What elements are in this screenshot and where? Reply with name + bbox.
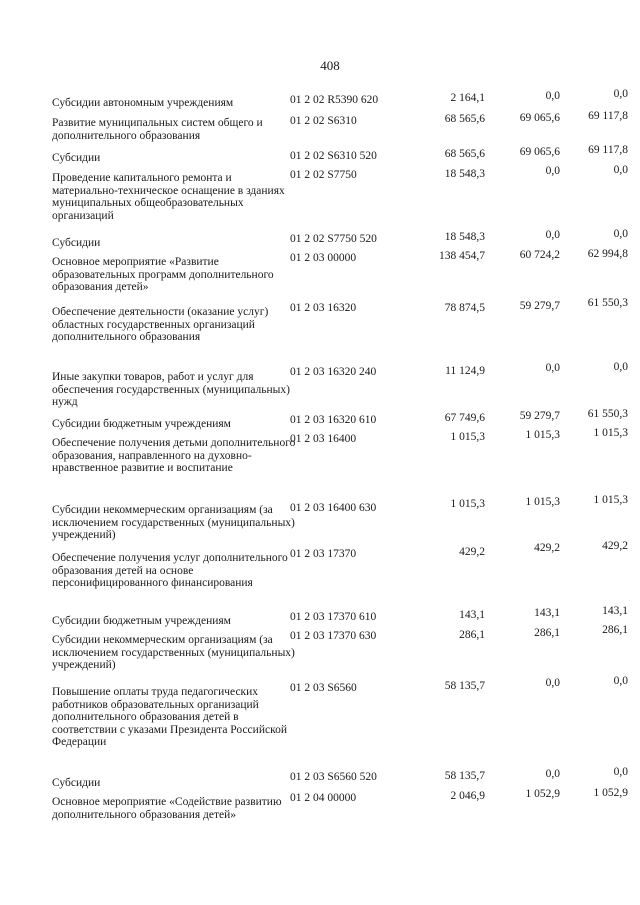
row-value-1: 1 015,3 xyxy=(450,431,485,443)
row-value-1: 67 749,6 xyxy=(444,412,485,424)
row-value-3: 69 117,8 xyxy=(588,110,628,122)
row-value-1: 78 874,5 xyxy=(444,302,485,314)
row-value-3: 1 015,3 xyxy=(593,427,628,439)
row-value-3: 69 117,8 xyxy=(588,144,628,156)
row-value-3: 143,1 xyxy=(602,605,628,617)
row-value-2: 60 724,2 xyxy=(519,249,560,261)
row-value-2: 429,2 xyxy=(534,542,560,554)
row-code: 01 2 03 17370 xyxy=(290,548,357,560)
row-value-3: 1 015,3 xyxy=(593,494,628,506)
row-value-1: 68 565,6 xyxy=(444,148,485,160)
row-code: 01 2 03 16320 xyxy=(290,302,357,314)
row-value-3: 0,0 xyxy=(613,675,628,687)
row-value-2: 0,0 xyxy=(545,165,560,177)
row-name: Субсидии автономным учреждениям xyxy=(52,97,234,109)
row-code: 01 2 02 S6310 520 xyxy=(290,150,377,162)
row-value-2: 59 279,7 xyxy=(519,410,560,422)
row-value-1: 1 015,3 xyxy=(450,498,485,510)
row-value-1: 58 135,7 xyxy=(444,680,485,692)
row-value-2: 1 015,3 xyxy=(525,429,560,441)
row-value-1: 68 565,6 xyxy=(444,113,485,125)
row-name: Повышение оплаты труда педагогических работников образовательных организаций дополнительного образования детей в соответствии с указами Президента Российской Федерации xyxy=(52,686,287,748)
row-value-1: 11 124,9 xyxy=(445,365,485,377)
row-value-3: 286,1 xyxy=(602,624,628,636)
row-name: Обеспечение получения детьми дополнительного образования, направленного на духовно-нравственное развитие и воспитание xyxy=(52,437,296,474)
row-value-2: 69 065,6 xyxy=(519,146,560,158)
row-value-2: 0,0 xyxy=(545,362,560,374)
page-number: 408 xyxy=(320,58,340,73)
row-code: 01 2 03 S6560 xyxy=(290,682,357,694)
row-value-3: 0,0 xyxy=(613,361,628,373)
row-name: Обеспечение получения услуг дополнительного образования детей на основе персонифицированного финансирования xyxy=(52,552,288,589)
row-name: Субсидии бюджетным учреждениям xyxy=(52,615,231,627)
row-code: 01 2 03 16400 xyxy=(290,433,357,445)
row-value-3: 0,0 xyxy=(613,228,628,240)
row-code: 01 2 02 R5390 620 xyxy=(290,94,379,106)
row-value-3: 0,0 xyxy=(613,766,628,778)
row-name: Основное мероприятие «Развитие образовательных программ дополнительного образования детей» xyxy=(52,256,274,293)
row-value-1: 58 135,7 xyxy=(444,770,485,782)
row-code: 01 2 03 17370 630 xyxy=(290,630,377,642)
row-value-3: 0,0 xyxy=(613,164,628,176)
row-name: Иные закупки товаров, работ и услуг для обеспечения государственных (муниципальных) нужд xyxy=(52,371,290,408)
row-name: Субсидии xyxy=(52,152,101,164)
row-code: 01 2 03 16320 240 xyxy=(290,366,377,378)
row-value-3: 62 994,8 xyxy=(587,248,628,260)
row-value-1: 18 548,3 xyxy=(444,168,485,180)
row-name: Обеспечение деятельности (оказание услуг) областных государственных организаций дополнительного образования xyxy=(52,306,269,343)
row-value-1: 2 164,1 xyxy=(450,92,485,104)
row-code: 01 2 03 00000 xyxy=(290,252,357,264)
row-value-3: 1 052,9 xyxy=(593,787,628,799)
row-name: Проведение капитального ремонта и материально-техническое оснащение в зданиях муниципальных общеобразовательных организаций xyxy=(52,172,285,222)
row-value-3: 429,2 xyxy=(602,540,628,552)
row-code: 01 2 03 16320 610 xyxy=(290,414,377,426)
row-value-2: 59 279,7 xyxy=(519,300,560,312)
row-code: 01 2 04 00000 xyxy=(290,792,357,804)
row-value-2: 0,0 xyxy=(545,90,560,102)
row-name: Основное мероприятие «Содействие развитию дополнительного образования детей» xyxy=(52,796,282,821)
row-value-1: 138 454,7 xyxy=(439,250,485,262)
row-code: 01 2 02 S6310 xyxy=(290,115,357,127)
row-value-1: 18 548,3 xyxy=(444,231,485,243)
row-value-1: 286,1 xyxy=(459,629,485,641)
row-name: Развитие муниципальных систем общего и дополнительного образования xyxy=(52,117,263,142)
row-value-3: 0,0 xyxy=(613,88,628,100)
row-value-1: 429,2 xyxy=(459,546,485,558)
row-value-1: 2 046,9 xyxy=(450,790,485,802)
row-code: 01 2 03 S6560 520 xyxy=(290,771,377,783)
row-code: 01 2 02 S7750 xyxy=(290,169,357,181)
row-value-2: 1 052,9 xyxy=(525,788,560,800)
row-value-3: 61 550,3 xyxy=(587,408,628,420)
row-name: Субсидии некоммерческим организациям (за исключением государственных (муниципальных) учреждений) xyxy=(52,634,295,671)
row-value-2: 0,0 xyxy=(545,229,560,241)
row-value-2: 1 015,3 xyxy=(525,496,560,508)
row-code: 01 2 03 16400 630 xyxy=(290,502,377,514)
row-value-2: 286,1 xyxy=(534,627,560,639)
row-name: Субсидии некоммерческим организациям (за исключением государственных (муниципальных) учреждений) xyxy=(52,504,295,541)
row-value-2: 0,0 xyxy=(545,677,560,689)
row-value-1: 143,1 xyxy=(459,609,485,621)
row-code: 01 2 02 S7750 520 xyxy=(290,233,377,245)
row-value-2: 0,0 xyxy=(545,768,560,780)
row-name: Субсидии xyxy=(52,777,101,789)
row-name: Субсидии бюджетным учреждениям xyxy=(52,418,231,430)
row-value-2: 69 065,6 xyxy=(519,112,560,124)
row-name: Субсидии xyxy=(52,237,101,249)
row-value-3: 61 550,3 xyxy=(587,297,628,309)
row-code: 01 2 03 17370 610 xyxy=(290,611,377,623)
row-value-2: 143,1 xyxy=(534,607,560,619)
